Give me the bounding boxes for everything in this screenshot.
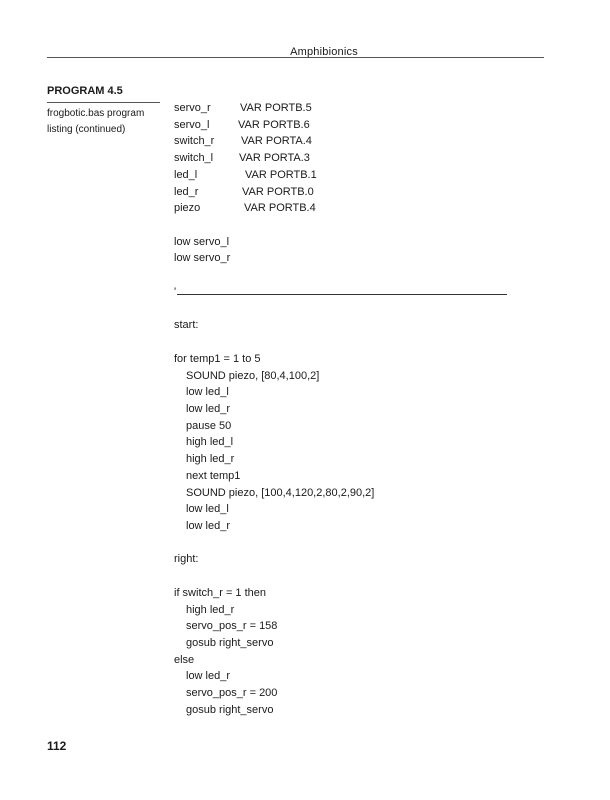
header-divider (47, 57, 544, 58)
code-line: SOUND piezo, [80,4,100,2] (186, 369, 320, 382)
code-line: next temp1 (186, 469, 241, 482)
program-caption: frogbotic.bas program listing (continued) (47, 108, 145, 135)
code-line: low servo_l (174, 235, 230, 248)
code-line: high led_r (186, 603, 235, 616)
code-listing (174, 100, 544, 719)
code-line (174, 100, 544, 117)
code-line: SOUND piezo, [100,4,120,2,80,2,90,2] (186, 486, 375, 499)
code-line: pause 50 (186, 419, 232, 432)
code-line: low led_l (186, 503, 229, 516)
code-line (174, 117, 544, 134)
code-line: low led_r (186, 670, 231, 683)
blank-line (174, 334, 544, 351)
blank-line (174, 535, 544, 552)
blank-line (174, 301, 544, 318)
code-line: for temp1 = 1 to 5 (174, 352, 261, 365)
code-line: high led_r (186, 453, 235, 466)
code-line: gosub right_servo (186, 637, 274, 649)
decl-name: servo_r (174, 102, 211, 114)
blank-line (174, 568, 544, 585)
code-line: low led_r (186, 402, 231, 415)
decl-value: VAR PORTB.4 (244, 202, 316, 215)
code-line (174, 200, 544, 217)
decl-name: servo_l (174, 118, 210, 131)
decl-name: led_l (174, 168, 198, 181)
code-label: right: (174, 553, 199, 566)
page-number: 112 (47, 739, 67, 753)
blank-line (174, 217, 544, 234)
comment-mark: ' (174, 285, 177, 298)
separator-rule (177, 294, 507, 295)
code-line: servo_pos_r = 158 (186, 620, 278, 633)
decl-value: VAR PORTB.0 (242, 185, 314, 198)
decl-value: VAR PORTB.1 (245, 168, 317, 181)
decl-value: VAR PORTA.4 (241, 135, 312, 148)
blank-line (174, 267, 544, 284)
comment-separator (174, 284, 544, 301)
code-line (174, 133, 544, 150)
book-title: Amphibionics (290, 46, 358, 58)
code-line: low led_l (186, 386, 229, 399)
decl-name: led_r (174, 185, 199, 198)
code-line (174, 167, 544, 184)
code-line (174, 150, 544, 167)
program-label: PROGRAM 4.5 (47, 85, 160, 103)
decl-value: VAR PORTB.5 (240, 102, 312, 114)
decl-name: switch_l (174, 152, 214, 165)
code-line: if switch_r = 1 then (174, 586, 267, 599)
decl-value: VAR PORTA.3 (239, 152, 310, 165)
code-line: high led_l (186, 436, 234, 449)
code-line: servo_pos_r = 200 (186, 687, 278, 700)
code-line: low led_r (186, 519, 231, 532)
program-sidebar (47, 85, 160, 138)
decl-name: piezo (174, 202, 201, 215)
code-line: low servo_r (174, 252, 231, 265)
code-line (174, 184, 544, 201)
code-line: gosub right_servo (186, 703, 274, 716)
code-line: else (174, 653, 195, 666)
decl-value: VAR PORTB.6 (238, 118, 310, 131)
code-label: start: (174, 319, 199, 332)
decl-name: switch_r (174, 135, 215, 148)
